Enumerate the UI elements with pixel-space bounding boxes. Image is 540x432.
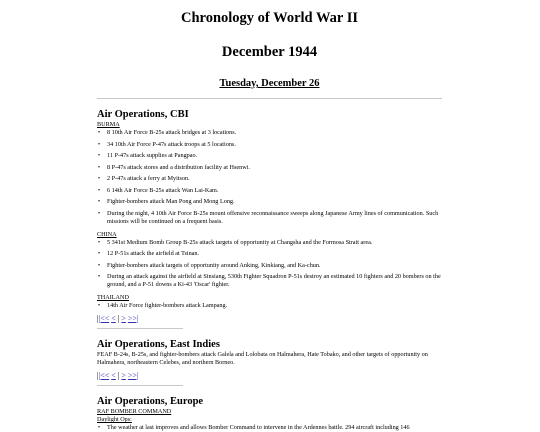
day-heading: Tuesday, December 26 xyxy=(219,78,320,89)
divider xyxy=(97,328,183,329)
east-indies-text: FEAF B-24s, B-25s, and fighter-bombers attack Galela and Lolobata on Halmahera, Hate Tobako, and other targets of opportunity on Halmahera, northeastern Celebes, and northern Borneo. xyxy=(97,351,428,366)
list-item: • 11 P-47s attack supplies at Pangpao. xyxy=(107,152,442,160)
section-title-cbi: Air Operations, CBI xyxy=(97,109,189,120)
first-link[interactable]: |<< xyxy=(98,314,110,323)
europe-list xyxy=(97,424,442,432)
page xyxy=(0,10,442,432)
last-link[interactable]: >>| xyxy=(127,314,139,323)
list-item: • 2 P-47s attack a ferry at Myitson. xyxy=(107,175,442,183)
list-item: • 5 341st Medium Bomb Group B-25s attack targets of opportunity at Changsha and the Formosa Strait area. xyxy=(107,239,442,247)
month-heading: December 1944 xyxy=(221,44,318,60)
last-link[interactable]: >>| xyxy=(127,371,139,380)
divider xyxy=(97,98,442,99)
next-link[interactable]: > xyxy=(121,371,126,380)
daylight-ops-label: Daylight Ops: xyxy=(97,416,132,423)
region-label-burma: BURMA xyxy=(97,121,120,128)
section-title-east-indies: Air Operations, East Indies xyxy=(97,339,220,350)
region-label-thailand: THAILAND xyxy=(97,294,129,301)
list-item: • 14th Air Force fighter-bombers attack Lampang. xyxy=(107,302,442,310)
nav-links xyxy=(97,314,442,324)
next-link[interactable]: > xyxy=(121,314,126,323)
prev-link[interactable]: < xyxy=(111,371,116,380)
list-item: • Fighter-bombers attack Man Pong and Mong Long. xyxy=(107,198,442,206)
nav-separator: | xyxy=(97,314,99,323)
divider xyxy=(97,385,183,386)
nav-separator: | xyxy=(97,371,99,380)
list-item: • 8 10th Air Force B-25s attack bridges at 3 locations. xyxy=(107,129,442,137)
list-item: • 8 P-47s attack stores and a distribution facility at Hsenwi. xyxy=(107,164,442,172)
list-item: • During an attack against the airfield at Sinsiang, 530th Fighter Squadron P-51s destroy an estimated 10 fighters and 20 bombers on the ground, and a P-51 downs a Ki-43 'Oscar' fighter. xyxy=(107,273,442,289)
list-item: • 34 10th Air Force P-47s attack troops at 5 locations. xyxy=(107,141,442,149)
nav-separator: | xyxy=(117,371,120,380)
page-title: Chronology of World War II xyxy=(181,10,358,26)
region-label-china: CHINA xyxy=(97,230,117,238)
burma-list xyxy=(97,129,442,226)
list-item: • 12 P-51s attack the airfield at Tsinan. xyxy=(107,250,442,258)
china-list xyxy=(97,239,442,290)
section-title-europe: Air Operations, Europe xyxy=(97,396,204,407)
list-item: • During the night, 4 10th Air Force B-25s mount offensive reconnaissance sweeps along Japanese Army lines of communication. Such missions will be continued on a frequent basis. xyxy=(107,210,442,226)
nav-separator: | xyxy=(117,314,120,323)
list-item: • The weather at last improves and allows Bomber Command to intervene in the Ardennes battle. 294 aircraft including 146 xyxy=(107,424,442,432)
prev-link[interactable]: < xyxy=(111,314,116,323)
region-label-raf: RAF BOMBER COMMAND xyxy=(97,408,172,415)
first-link[interactable]: |<< xyxy=(98,371,110,380)
list-item: • Fighter-bombers attack targets of opportunity around Anking, Kinkiang, and Ka-chun. xyxy=(107,262,442,270)
list-item: • 6 14th Air Force B-25s attack Wan Lai-Kam. xyxy=(107,187,442,195)
thailand-list xyxy=(97,302,442,310)
nav-links xyxy=(97,371,442,381)
